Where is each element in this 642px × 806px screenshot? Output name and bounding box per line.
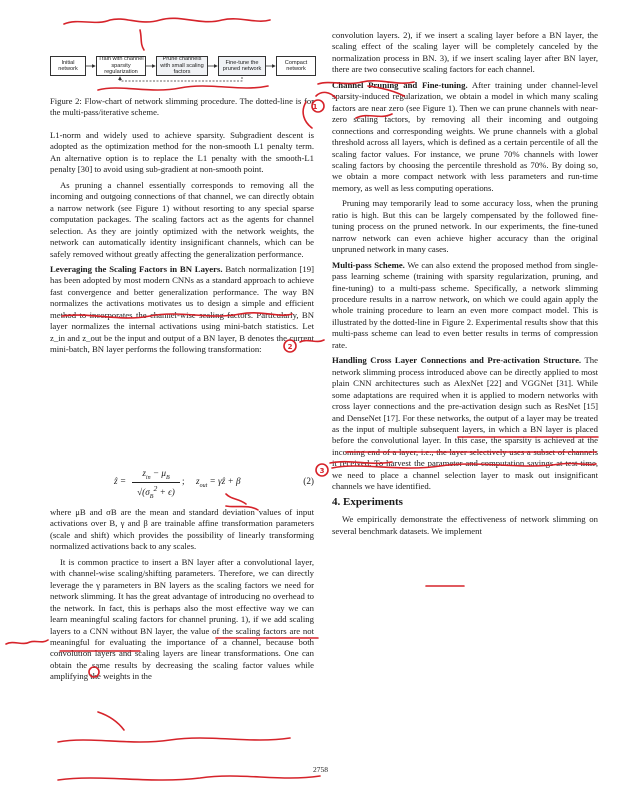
left-paragraph-2: As pruning a channel essentially corresponds to removing all the incoming and outgoing connections of that channel, we can directly obtain a narrow network (see Figure 1) without resorting to any special sparse computation packages. The scaling factors act as the agents for channel selection. As they are jointly optimized with the network weights, the network can automatically identity insignificant channels, which can be safely removed without greatly affecting the generalization performance. bbox=[50, 179, 314, 259]
figure-caption: Figure 2: Flow-chart of network slimming procedure. The dotted-line is for the multi-pass/iterative scheme. bbox=[50, 96, 314, 118]
flow-box-initial: Initial network bbox=[50, 56, 86, 76]
section-heading-pruning: Channel Pruning and Fine-tuning. bbox=[332, 79, 468, 90]
left-paragraph-4: where μB and σB are the mean and standard deviation values of input activations over B, γ and β are trainable affine transformation parameters (scale and shift) which provides the possibility of linearly transforming normalized activations back to any scales. bbox=[50, 507, 314, 552]
svg-text:3: 3 bbox=[319, 467, 325, 475]
left-column-lower bbox=[50, 507, 314, 687]
section-heading-bn: Leveraging the Scaling Factors in BN Layers. bbox=[50, 263, 223, 274]
flow-box-train: Train with channel sparsity regularization bbox=[96, 56, 146, 76]
page-number: 2758 bbox=[313, 765, 328, 774]
section-heading-multipass: Multi-pass Scheme. bbox=[332, 259, 405, 270]
flow-box-compact: Compact network bbox=[276, 56, 316, 76]
section-heading-crosslayer: Handling Cross Layer Connections and Pre-activation Structure. bbox=[332, 355, 582, 366]
right-paragraph-2: Channel Pruning and Fine-tuning. After training under channel-level sparsity-induced regularization, we obtain a model in which many scaling factors are near zero (see Figure 1). Then we can prune channels with near-zero scaling factors, by removing all their incoming and outgoing connections and corresponding weights. We prune channels with a global threshold across all layers, which is defined as a certain percentile of all the scaling factor values. For instance, we prune 70% channels with lower scaling factors by choosing the percentile threshold as 70%. By doing so, we obtain a more compact network with less parameters and run-time memory, as well as less computing operations. bbox=[332, 79, 599, 193]
right-paragraph-6: We empirically demonstrate the effectiveness of network slimming on several benchmark datasets. We implement bbox=[332, 514, 598, 536]
flowchart-figure bbox=[50, 52, 318, 82]
flow-box-finetune: Fine-tune the pruned network bbox=[218, 56, 266, 76]
equation-number: (2) bbox=[303, 476, 314, 486]
section-title-experiments: 4. Experiments bbox=[332, 495, 403, 508]
svg-text:2: 2 bbox=[287, 343, 293, 351]
bn-equation: ẑ = $z_{in} - \mu_B$ $√(\sigma_B^2 + \epsilon)$ ; $z_{out}$ = γẑ + β (2) bbox=[114, 468, 314, 500]
left-paragraph-5: It is common practice to insert a BN layer after a convolutional layer, with channel-wise scaling/shifting parameters. Therefore, we can directly leverage the γ parameters in BN layers as the scaling factors we need for network slimming. It has the great advantage of introducing no overhead to the network. In fact, this is perhaps also the most effective way we can learn meaningful scaling factors for channel pruning. 1), if we add scaling layers to a CNN without BN layer, the value of the scaling factors are not meaningful for evaluating the importance of a channel, because both convolution layers and scaling layers are linear transformations. One can obtain the same results by decreasing the scaling factor values while amplifying the weights in the bbox=[50, 556, 314, 682]
right-paragraph-4: Multi-pass Scheme. We can also extend the proposed method from single-pass learning scheme (training with sparsity regularization, pruning, and fine-tuning) to a multi-pass scheme. Specifically, a network slimming procedure results in a narrow network, on which we could again apply the whole training procedure to learn an even more compact model. This is illustrated by the dotted-line in Figure 2. Experimental results show that this multi-pass scheme can lead to even better results in terms of compression rate. bbox=[332, 259, 598, 350]
flow-arrows bbox=[50, 52, 318, 84]
right-paragraph-1: convolution layers. 2), if we insert a scaling layer before a BN layer, the scaling effect of the scaling layer will be completely canceled by the normalization process in BN. 3), if we insert scaling layer after BN layer, there are two consecutive scaling factors for each channel. bbox=[332, 30, 598, 75]
right-column bbox=[332, 30, 598, 541]
left-column bbox=[50, 130, 314, 360]
right-paragraph-3: Pruning may temporarily lead to some accuracy loss, when the pruning ratio is high. But this can be largely compensated by the followed fine-tuning process on the pruned network. In our experiments, the fine-tuned narrow network can even achieve higher accuracy than the original unpruned network in many cases. bbox=[332, 198, 598, 255]
left-paragraph-1: L1-norm and widely used to achieve sparsity. Subgradient descent is adopted as the optimization method for the non-smooth L1 penalty term. An alternative option is to replace the L1 penalty with the smooth-L1 penalty [30] to avoid using sub-gradient at non-smooth point. bbox=[50, 130, 314, 175]
left-paragraph-3: Leveraging the Scaling Factors in BN Layers. Batch normalization [19] has been adopted by most modern CNNs as a standard approach to achieve fast convergence and better generalization performance. The way BN normalizes the activations motivates us to design a simple and efficient method to incorporates the channel-wise scaling factors. Particularly, BN layer normalizes the internal activations using mini-batch statistics. Let z_in and z_out be the input and output of a BN layer, B denotes the current mini-batch, BN layer performs the following transformation: bbox=[50, 263, 314, 355]
svg-text:1: 1 bbox=[312, 103, 318, 111]
right-paragraph-5: Handling Cross Layer Connections and Pre-activation Structure. The network slimming process introduced above can be directly applied to most plain CNN architectures such as AlexNet [22] and VGGNet [31]. While some adaptations are required when it is applied to modern networks with cross layer connections and the pre-activation design such as ResNet [15] and DenseNet [17]. For these networks, the output of a layer may be treated as the input of multiple subsequent layers, in which a BN layer is placed before the convolutional layer. In this case, the sparsity is achieved at the incoming end of a layer, i.e., the layer selectively uses a subset of channels it received. To harvest the parameter and computation savings at test time, we need to place a channel selection layer to mask out insignificant channels we have identified. bbox=[332, 355, 599, 492]
flow-box-prune: Prune channels with small scaling factors bbox=[156, 56, 208, 76]
